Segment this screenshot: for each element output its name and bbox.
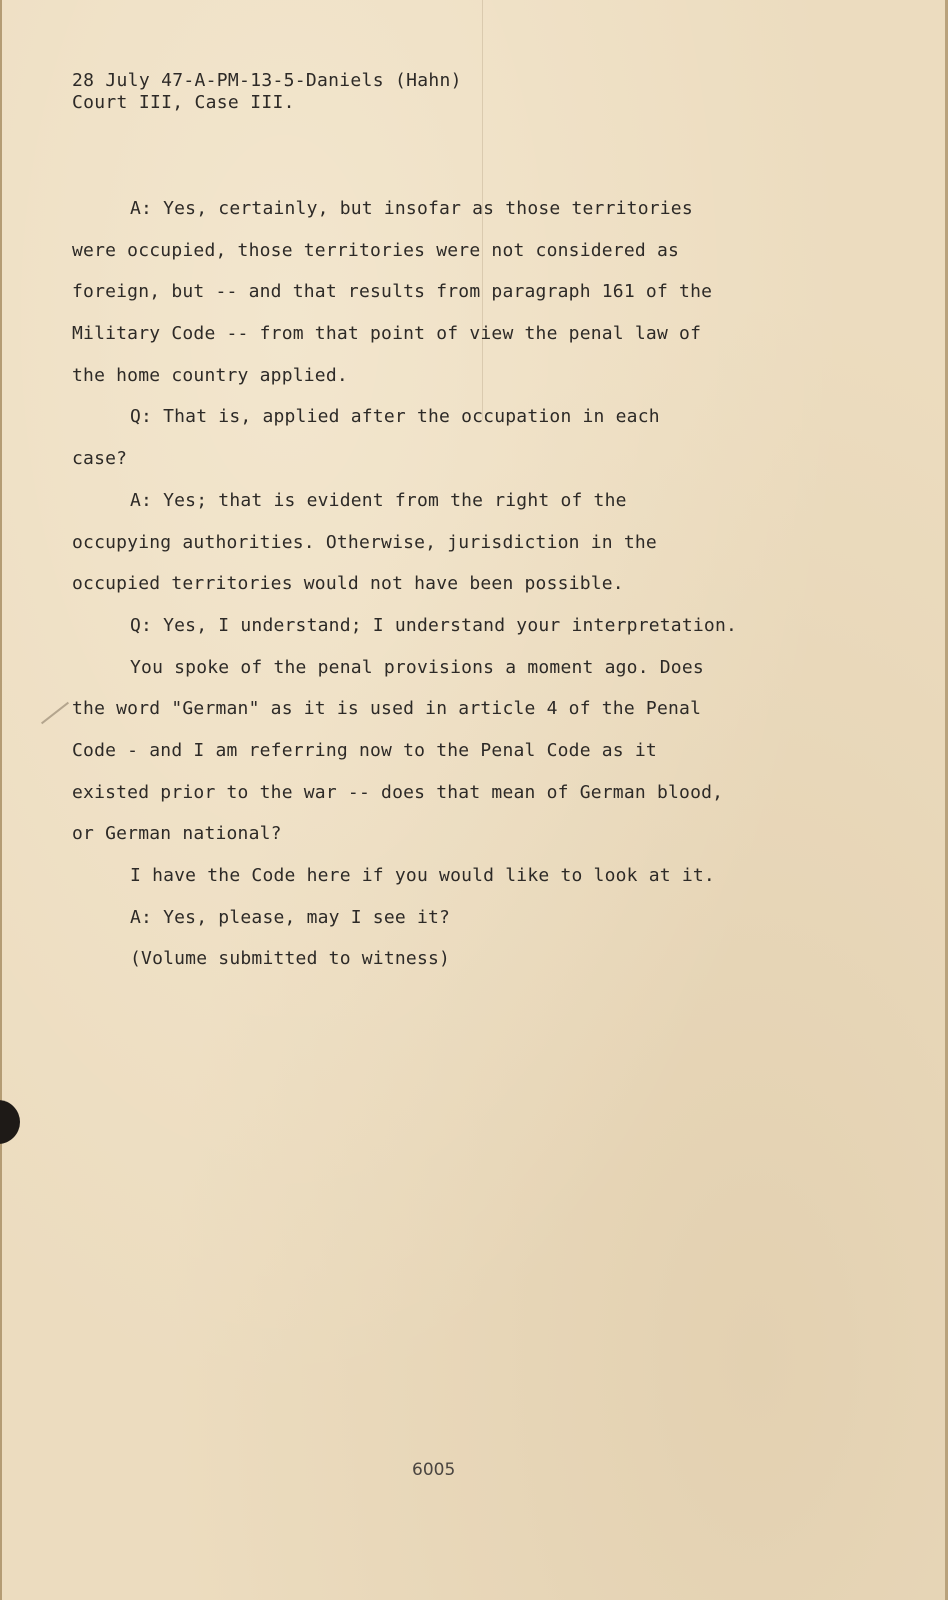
transcript-line: foreign, but -- and that results from paragraph 161 of the bbox=[72, 281, 713, 303]
header-court-line: Court III, Case III. bbox=[72, 92, 295, 113]
transcript-line: case? bbox=[72, 448, 128, 470]
transcript-line: I have the Code here if you would like to look at it. bbox=[130, 865, 715, 886]
transcript-line: A: Yes; that is evident from the right of the bbox=[130, 489, 627, 511]
transcript-line: Q: Yes, I understand; I understand your interpretation. bbox=[130, 614, 738, 636]
binder-hole bbox=[0, 1100, 20, 1144]
transcript-line: (Volume submitted to witness) bbox=[130, 948, 451, 970]
transcript-line: A: Yes, certainly, but insofar as those territories bbox=[130, 198, 693, 219]
pencil-mark bbox=[41, 702, 69, 725]
transcript-line: or German national? bbox=[72, 823, 282, 845]
transcript-line: occupied territories would not have been possible. bbox=[72, 573, 624, 595]
transcript-line: were occupied, those territories were not considered as bbox=[72, 239, 680, 261]
transcript-line: the home country applied. bbox=[72, 364, 348, 386]
header-session-line: 28 July 47-A-PM-13-5-Daniels (Hahn) bbox=[72, 70, 462, 91]
transcript-line: Code - and I am referring now to the Penal Code as it bbox=[72, 739, 657, 761]
document-header bbox=[72, 70, 462, 114]
transcript-line: Q: That is, applied after the occupation in each bbox=[130, 406, 660, 428]
transcript-line: Military Code -- from that point of view the penal law of bbox=[72, 323, 702, 345]
transcript-line: occupying authorities. Otherwise, jurisdiction in the bbox=[72, 531, 657, 553]
transcript-line: the word "German" as it is used in article 4 of the Penal bbox=[72, 698, 702, 720]
transcript-line: You spoke of the penal provisions a moment ago. Does bbox=[130, 656, 704, 678]
transcript-line: existed prior to the war -- does that mean of German blood, bbox=[72, 781, 724, 803]
page-number: 6005 bbox=[412, 1460, 456, 1480]
transcript-body bbox=[72, 188, 862, 980]
transcript-line: A: Yes, please, may I see it? bbox=[130, 906, 451, 928]
